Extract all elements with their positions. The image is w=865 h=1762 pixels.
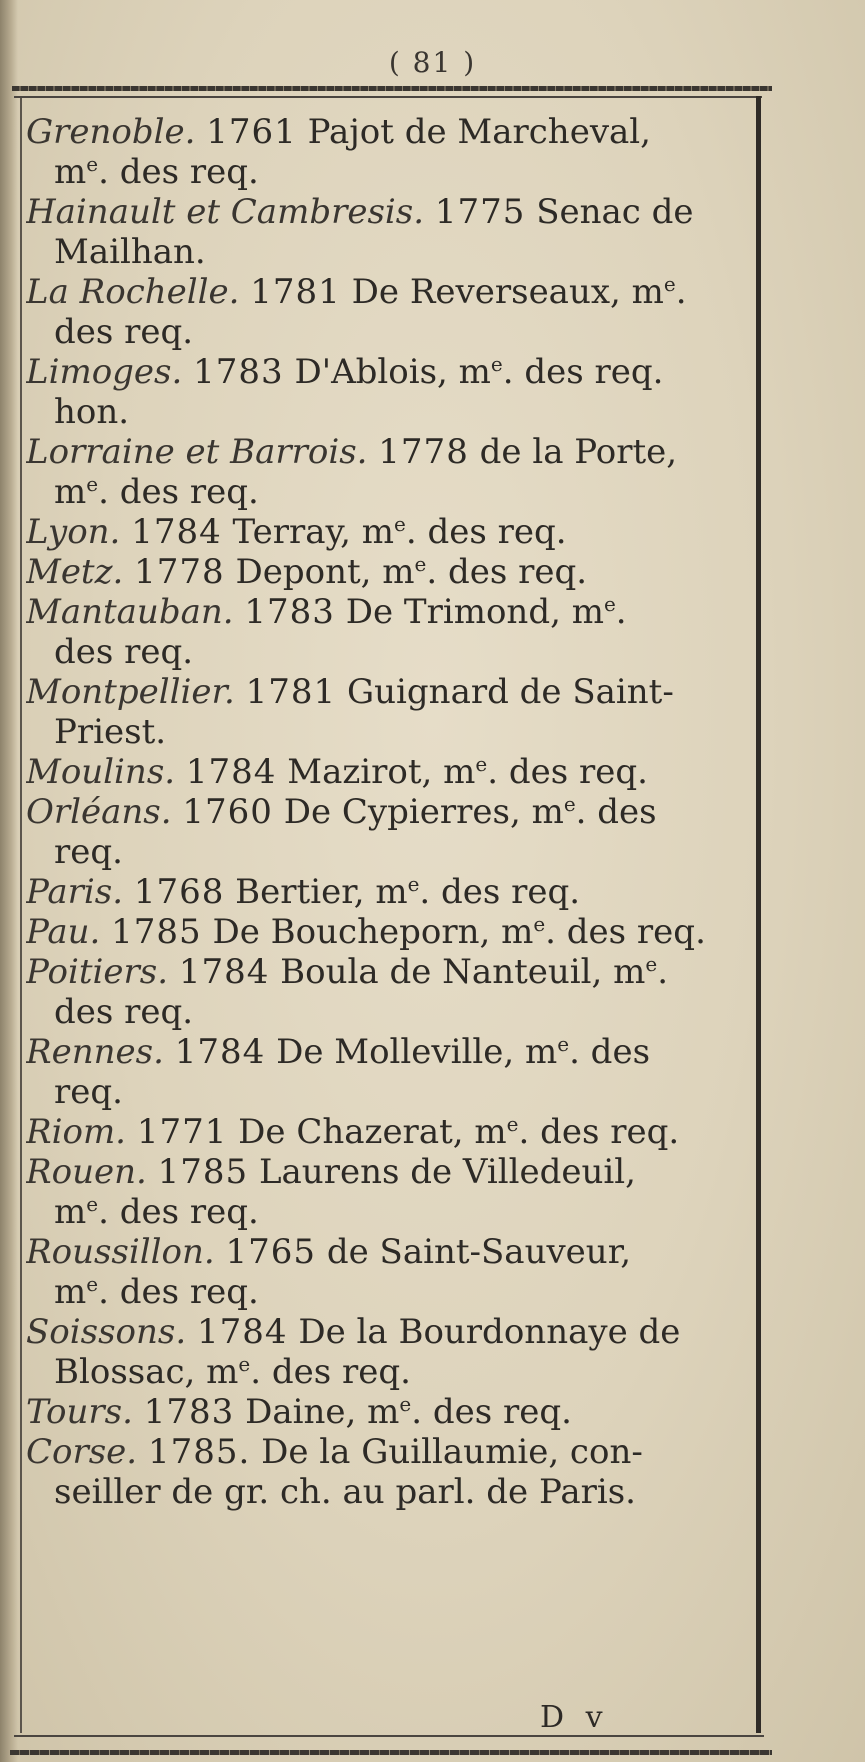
entry-title: . des req. — [426, 552, 588, 592]
entry-continuation-text: m — [54, 152, 87, 192]
entry-line — [26, 1112, 750, 1152]
entry-continuation — [26, 1272, 750, 1312]
entry-name: Terray, m — [232, 512, 395, 552]
bottom-frame-rule — [14, 1735, 764, 1737]
entry-name: De Boucheporn, m — [212, 912, 534, 952]
entry-continuation-text: req. — [54, 1072, 123, 1112]
entry-continuation — [26, 472, 750, 512]
superscript: e — [645, 952, 658, 976]
entry-name: Daine, m — [245, 1392, 400, 1432]
superscript: e — [557, 1032, 570, 1056]
signature-mark: D v — [540, 1700, 609, 1735]
list-item — [26, 1392, 750, 1432]
entry-line — [26, 192, 750, 232]
entry-title: . des — [569, 1032, 651, 1072]
entry-line — [26, 552, 750, 592]
list-item — [26, 1312, 750, 1392]
top-frame-rule — [14, 96, 762, 98]
list-item — [26, 752, 750, 792]
list-item — [26, 1232, 750, 1312]
entry-place: Paris. — [26, 872, 124, 912]
superscript: e — [563, 792, 576, 816]
entry-line — [26, 792, 750, 832]
superscript: e — [506, 1112, 519, 1136]
entry-name: Mazirot, m — [287, 752, 476, 792]
entry-continuation-text: seiller de gr. ch. au parl. de Paris. — [54, 1472, 636, 1512]
entry-line — [26, 432, 750, 472]
superscript: e — [394, 512, 406, 536]
list-item — [26, 552, 750, 592]
entry-continuation — [26, 232, 750, 272]
entry-title: . — [657, 952, 669, 992]
list-item — [26, 912, 750, 952]
list-item — [26, 672, 750, 752]
list-item — [26, 512, 750, 552]
entry-line — [26, 1032, 750, 1072]
superscript: e — [86, 472, 99, 496]
entry-title: . des req. — [518, 1112, 680, 1152]
entry-year: 1761 — [206, 112, 297, 152]
entry-year: 1784 — [178, 952, 270, 992]
left-frame-rule — [20, 98, 22, 1733]
entry-title: . des req. — [545, 912, 706, 952]
list-item — [26, 592, 750, 672]
entry-year: 1771 — [136, 1112, 228, 1152]
entry-line — [26, 352, 750, 392]
list-item — [26, 1032, 750, 1112]
superscript: e — [86, 152, 99, 176]
entry-continuation — [26, 1192, 750, 1232]
superscript: e — [663, 272, 676, 296]
entry-place: Moulins. — [26, 752, 176, 792]
entry-place: Montpellier. — [26, 672, 235, 712]
top-ornamental-rule — [12, 86, 772, 91]
entry-place: Soissons. — [26, 1312, 187, 1352]
superscript: e — [603, 592, 616, 616]
superscript: e — [414, 552, 427, 576]
list-item — [26, 792, 750, 872]
entry-continuation-text: des req. — [54, 992, 194, 1032]
superscript: e — [86, 1272, 99, 1296]
entry-continuation-text: Mailhan. — [54, 232, 206, 272]
entry-title: . des req. — [98, 1272, 259, 1312]
entry-name: De la Guillaumie, con- — [261, 1432, 643, 1472]
entry-title: . des req. — [98, 1192, 259, 1232]
entry-name: De la Bourdonnaye de — [298, 1312, 681, 1352]
entry-place: Rennes. — [26, 1032, 164, 1072]
list-item — [26, 1152, 750, 1232]
entry-continuation-text: des req. — [54, 312, 194, 352]
entry-year: 1760 — [182, 792, 273, 832]
entry-line — [26, 512, 750, 552]
list-item — [26, 1432, 750, 1512]
entry-continuation — [26, 832, 750, 872]
page-spine-shadow — [0, 0, 18, 1762]
entry-year: 1785. — [147, 1432, 251, 1472]
bottom-ornamental-rule — [10, 1750, 772, 1755]
entry-continuation-text: Priest. — [54, 712, 167, 752]
list-item — [26, 272, 750, 352]
entry-name: De Cypierres, m — [283, 792, 564, 832]
entry-continuation — [26, 1352, 750, 1392]
entry-line — [26, 952, 750, 992]
list-item — [26, 112, 750, 192]
entry-year: 1783 — [143, 1392, 235, 1432]
entry-place: Metz. — [26, 552, 124, 592]
entry-line — [26, 592, 750, 632]
entry-year: 1775 — [434, 192, 526, 232]
entry-continuation — [26, 392, 750, 432]
entry-title: . — [615, 592, 627, 632]
entry-continuation-text: m — [54, 1192, 87, 1232]
superscript: e — [86, 1192, 99, 1216]
entry-line — [26, 1152, 750, 1192]
entry-line — [26, 272, 750, 312]
entry-continuation — [26, 992, 750, 1032]
entry-place: Poitiers. — [26, 952, 169, 992]
entry-title: . des req. — [98, 472, 259, 512]
entry-line — [26, 672, 750, 712]
superscript: e — [407, 872, 420, 896]
entry-line — [26, 1392, 750, 1432]
superscript: e — [399, 1392, 412, 1416]
entry-continuation-text: m — [54, 1272, 87, 1312]
entry-place: Limoges. — [26, 352, 183, 392]
entry-year: 1783 — [244, 592, 335, 632]
list-item — [26, 1112, 750, 1152]
entry-line — [26, 912, 750, 952]
entry-name: De Molleville, m — [276, 1032, 558, 1072]
entry-name: de la Porte, — [479, 432, 678, 472]
entry-line — [26, 112, 750, 152]
entry-place: Grenoble. — [26, 112, 196, 152]
entry-name: De Chazerat, m — [238, 1112, 507, 1152]
entry-continuation — [26, 1072, 750, 1112]
entry-line — [26, 1232, 750, 1272]
entry-continuation-text: hon. — [54, 392, 130, 432]
entry-year: 1781 — [245, 672, 337, 712]
entry-year: 1784 — [196, 1312, 288, 1352]
entry-name: de Saint-Sauveur, — [326, 1232, 632, 1272]
entry-title: . des req. — [419, 872, 581, 912]
intendants-list — [26, 112, 750, 1512]
entry-place: Hainault et Cambresis. — [26, 192, 425, 232]
list-item — [26, 352, 750, 432]
entry-name: Guignard de Saint- — [346, 672, 674, 712]
entry-place: Mantauban. — [26, 592, 234, 632]
entry-year: 1765 — [225, 1232, 317, 1272]
entry-place: Tours. — [26, 1392, 133, 1432]
entry-place: Orléans. — [26, 792, 172, 832]
entry-name: Boula de Nanteuil, m — [280, 952, 646, 992]
entry-year: 1784 — [185, 752, 277, 792]
page-number: ( 81 ) — [388, 46, 477, 79]
entry-year: 1785 — [111, 912, 202, 952]
entry-year: 1785 — [157, 1152, 249, 1192]
entry-title: . des req. — [405, 512, 567, 552]
superscript: e — [238, 1352, 251, 1376]
entry-name: Depont, m — [235, 552, 415, 592]
entry-continuation-text: Blossac, m — [54, 1352, 239, 1392]
entry-year: 1784 — [174, 1032, 266, 1072]
list-item — [26, 952, 750, 1032]
list-item — [26, 432, 750, 512]
entry-year: 1783 — [193, 352, 284, 392]
entry-year: 1778 — [134, 552, 225, 592]
entry-title: . des req. — [411, 1392, 572, 1432]
entry-name: Senac de — [536, 192, 694, 232]
list-item — [26, 872, 750, 912]
entry-title: . des req. — [250, 1352, 411, 1392]
superscript: e — [490, 352, 503, 376]
entry-place: Rouen. — [26, 1152, 147, 1192]
entry-place: La Rochelle. — [26, 272, 240, 312]
entry-year: 1768 — [133, 872, 225, 912]
list-item — [26, 192, 750, 272]
entry-name: Laurens de Villedeuil, — [258, 1152, 636, 1192]
entry-title: . — [675, 272, 687, 312]
entry-title: . des — [575, 792, 657, 832]
entry-place: Pau. — [26, 912, 101, 952]
entry-year: 1781 — [250, 272, 341, 312]
entry-line — [26, 752, 750, 792]
entry-line — [26, 872, 750, 912]
entry-continuation — [26, 152, 750, 192]
entry-place: Corse. — [26, 1432, 138, 1472]
superscript: e — [533, 912, 546, 936]
entry-continuation-text: des req. — [54, 632, 194, 672]
superscript: e — [475, 752, 488, 776]
entry-title: . des req. — [98, 152, 259, 192]
entry-place: Lyon. — [26, 512, 121, 552]
entry-name: Bertier, m — [235, 872, 408, 912]
entry-title: . des req. — [487, 752, 648, 792]
entry-place: Lorraine et Barrois. — [26, 432, 368, 472]
entry-year: 1784 — [131, 512, 222, 552]
entry-name: De Reverseaux, m — [351, 272, 664, 312]
entry-name: De Trimond, m — [345, 592, 604, 632]
entry-year: 1778 — [378, 432, 469, 472]
right-frame-rule — [756, 96, 761, 1733]
entry-continuation-text: req. — [54, 832, 123, 872]
entry-name: D'Ablois, m — [294, 352, 491, 392]
entry-name: Pajot de Marcheval, — [307, 112, 651, 152]
entry-line — [26, 1432, 750, 1472]
entry-continuation — [26, 1472, 750, 1512]
entry-line — [26, 1312, 750, 1352]
entry-continuation — [26, 632, 750, 672]
entry-continuation — [26, 312, 750, 352]
entry-place: Roussillon. — [26, 1232, 215, 1272]
entry-title: . des req. — [502, 352, 664, 392]
entry-continuation-text: m — [54, 472, 87, 512]
entry-continuation — [26, 712, 750, 752]
entry-place: Riom. — [26, 1112, 126, 1152]
